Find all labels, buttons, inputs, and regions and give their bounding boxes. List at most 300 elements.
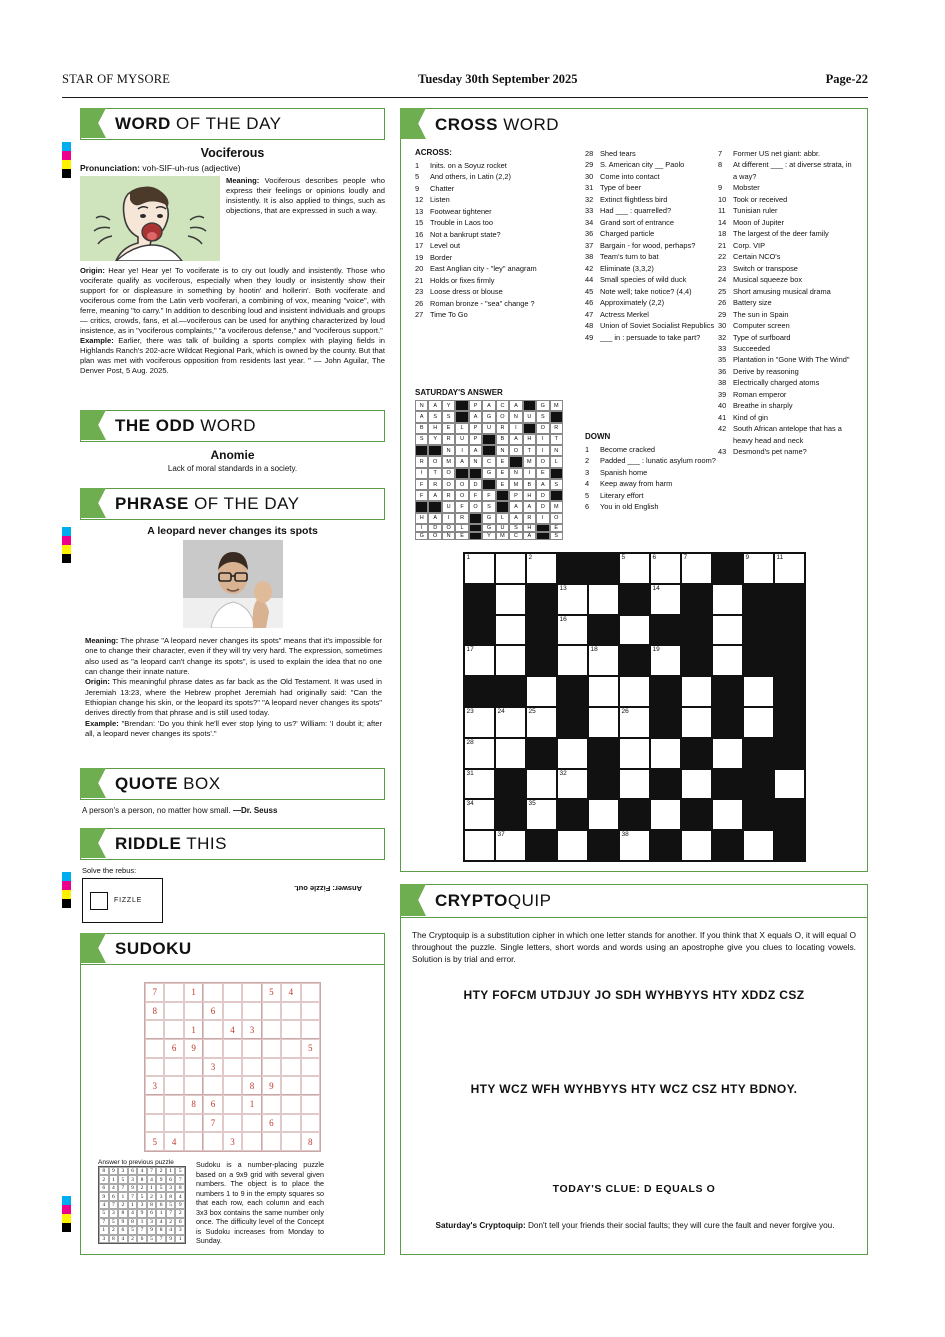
answer-cell: A [536, 479, 549, 490]
sudoku-cell[interactable] [242, 1039, 261, 1058]
sudoku-cell[interactable] [281, 1020, 300, 1039]
sudoku-answer-cell: 9 [99, 1192, 109, 1200]
clue-item [415, 217, 555, 228]
sudoku-answer-cell: 5 [109, 1218, 119, 1226]
answer-cell [509, 456, 522, 467]
sudoku-answer-cell: 6 [137, 1235, 147, 1243]
crossword-cell[interactable] [526, 707, 557, 738]
crossword-cell[interactable] [619, 707, 650, 738]
answer-cell [469, 468, 482, 479]
clue-item [585, 205, 725, 216]
crossword-cell [743, 615, 774, 646]
sudoku-cell[interactable] [281, 1002, 300, 1021]
crossword-cell[interactable] [619, 830, 650, 861]
crossword-cell[interactable] [526, 769, 557, 800]
answer-cell: D [469, 479, 482, 490]
sudoku-grid[interactable] [144, 982, 321, 1152]
arrow-icon [80, 488, 106, 518]
sudoku-cell[interactable] [301, 1076, 320, 1095]
answer-cell: M [509, 479, 522, 490]
answer-cell: I [523, 468, 536, 479]
sudoku-cell[interactable] [164, 1114, 183, 1133]
clue-number: 49 [585, 332, 594, 342]
answer-cell [455, 400, 468, 411]
wotd-title-thin: OF THE DAY [170, 114, 282, 133]
sudoku-answer-cell: 8 [166, 1192, 176, 1200]
answer-cell: A [509, 434, 522, 445]
clue-text: You in old English [600, 502, 659, 512]
quote-content [82, 806, 385, 815]
answer-cell: D [428, 524, 441, 532]
clue-text: Padded ___ : lunatic asylum room? [600, 456, 716, 466]
sudoku-cell[interactable] [301, 983, 320, 1002]
crossword-cell[interactable] [743, 553, 774, 584]
sudoku-answer-cell: 7 [137, 1226, 147, 1234]
crossword-cell[interactable] [650, 553, 681, 584]
sudoku-cell[interactable]: 3 [242, 1020, 261, 1039]
clue-item [585, 263, 725, 274]
crossword-cell [650, 707, 681, 738]
sudoku-cell[interactable] [145, 1058, 164, 1077]
sudoku-answer-cell: 7 [175, 1175, 185, 1183]
clue-text: Holds or fixes firmly [430, 275, 495, 285]
riddle-title-bold: RIDDLE [115, 834, 182, 853]
clue-item [585, 194, 725, 205]
sudoku-cell[interactable] [184, 1132, 203, 1151]
answer-cell: B [415, 423, 428, 434]
sudoku-cell[interactable]: 4 [281, 983, 300, 1002]
sudoku-cell[interactable] [242, 1114, 261, 1133]
crossword-cell [588, 830, 619, 861]
answer-cell: N [550, 445, 563, 456]
crossword-cell[interactable] [650, 584, 681, 615]
sudoku-cell[interactable] [145, 1020, 164, 1039]
clue-item [585, 240, 725, 251]
crossword-cell[interactable] [526, 799, 557, 830]
crossword-cell[interactable] [526, 553, 557, 584]
word-of-the-day-meaning [226, 176, 385, 216]
sudoku-cell[interactable] [242, 1132, 261, 1151]
sudoku-cell[interactable] [262, 1095, 281, 1114]
sudoku-cell[interactable] [281, 1039, 300, 1058]
crossword-cell[interactable] [650, 738, 681, 769]
crossword-cell [526, 645, 557, 676]
registration-bar-lower [62, 872, 71, 908]
crossword-cell[interactable] [743, 676, 774, 707]
crossword-cell[interactable] [712, 799, 743, 830]
clue-text: Team's turn to bat [600, 252, 659, 262]
odd-word-header [80, 410, 385, 442]
sudoku-cell[interactable] [184, 1076, 203, 1095]
sudoku-cell[interactable]: 9 [184, 1039, 203, 1058]
answer-cell: R [415, 456, 428, 467]
sudoku-cell[interactable]: 5 [145, 1132, 164, 1151]
clue-number: 23 [415, 287, 424, 297]
crossword-cell[interactable] [557, 615, 588, 646]
clue-text: Certain NCO's [733, 252, 781, 262]
registration-bar-bottom [62, 1196, 71, 1232]
crossword-cell[interactable] [526, 676, 557, 707]
crossword-cell[interactable] [619, 676, 650, 707]
clue-item [585, 251, 725, 262]
sudoku-answer-cell: 9 [128, 1184, 138, 1192]
crossword-cell-number: 25 [528, 707, 536, 715]
clue-number: 27 [415, 310, 424, 320]
answer-cell: A [428, 513, 441, 524]
previous-label: Saturday's Cryptoquip: [435, 1221, 526, 1230]
answer-cell: R [442, 490, 455, 501]
sudoku-answer-cell: 9 [175, 1201, 185, 1209]
previous-text: Don't tell your friends their social faults; they will cure the fault and never forgive you. [525, 1221, 835, 1230]
sudoku-cell[interactable] [301, 1114, 320, 1133]
sudoku-cell[interactable]: 8 [301, 1132, 320, 1151]
sudoku-cell[interactable]: 8 [184, 1095, 203, 1114]
clue-item [585, 297, 725, 308]
sudoku-cell[interactable] [223, 1114, 242, 1133]
answer-cell: P [469, 400, 482, 411]
crossword-cell[interactable] [495, 645, 526, 676]
clue-text: Computer screen [733, 321, 790, 331]
answer-cell [550, 411, 563, 422]
sudoku-cell[interactable]: 3 [145, 1076, 164, 1095]
clue-number: 38 [718, 378, 727, 388]
sudoku-cell[interactable] [223, 1002, 242, 1021]
sudoku-cell[interactable] [164, 1095, 183, 1114]
clue-item [718, 217, 856, 228]
crossword-cell[interactable] [712, 645, 743, 676]
answer-cell [415, 445, 428, 456]
sudoku-answer-cell: 1 [109, 1175, 119, 1183]
answer-cell: L [550, 456, 563, 467]
sudoku-cell[interactable] [164, 1020, 183, 1039]
crossword-cell[interactable] [495, 830, 526, 861]
paper-name: STAR OF MYSORE [62, 72, 171, 86]
clue-item [415, 252, 555, 263]
clue-number: 3 [585, 467, 590, 477]
sudoku-cell[interactable]: 5 [262, 983, 281, 1002]
clue-item [585, 490, 725, 501]
sudoku-answer-cell: 6 [175, 1218, 185, 1226]
sudoku-cell[interactable] [262, 1039, 281, 1058]
crossword-cell[interactable] [743, 707, 774, 738]
sudoku-cell[interactable]: 3 [223, 1132, 242, 1151]
crossword-cell[interactable] [681, 676, 712, 707]
sudoku-cell[interactable] [281, 1114, 300, 1133]
answer-cell: C [482, 456, 495, 467]
answer-cell: S [482, 501, 495, 512]
crossword-cell[interactable] [712, 615, 743, 646]
sudoku-cell[interactable] [164, 1058, 183, 1077]
registration-bar-top [62, 142, 71, 178]
sudoku-cell[interactable] [223, 1058, 242, 1077]
crossword-cell[interactable] [557, 738, 588, 769]
crossword-cell [526, 615, 557, 646]
sudoku-cell[interactable] [281, 1076, 300, 1095]
crossword-cell[interactable] [712, 738, 743, 769]
crossword-cell-number: 38 [621, 831, 629, 839]
sudoku-cell[interactable]: 6 [203, 1095, 222, 1114]
sudoku-cell[interactable] [184, 1114, 203, 1133]
sudoku-cell[interactable] [203, 983, 222, 1002]
clue-number: 42 [585, 263, 594, 273]
answer-cell: E [496, 479, 509, 490]
sudoku-cell[interactable]: 6 [164, 1039, 183, 1058]
crossword-cell [712, 676, 743, 707]
sudoku-cell[interactable]: 4 [223, 1020, 242, 1039]
clue-number: 45 [585, 286, 594, 296]
sudoku-cell[interactable]: 8 [242, 1076, 261, 1095]
clue-text: Type of surfboard [733, 332, 791, 342]
crossword-cell[interactable] [712, 584, 743, 615]
crossword-cell[interactable] [464, 738, 495, 769]
sudoku-cell[interactable] [203, 1076, 222, 1095]
answer-cell: M [550, 501, 563, 512]
sudoku-cell[interactable] [184, 1002, 203, 1021]
answer-cell: A [455, 456, 468, 467]
sudoku-cell[interactable]: 1 [242, 1095, 261, 1114]
crossword-cell[interactable] [774, 769, 805, 800]
clue-text: Union of Soviet Socialist Republics [600, 321, 715, 331]
crossword-cell[interactable] [495, 738, 526, 769]
clue-item [718, 320, 856, 331]
sudoku-cell[interactable] [242, 983, 261, 1002]
sudoku-cell[interactable]: 5 [301, 1039, 320, 1058]
crossword-cell[interactable] [588, 645, 619, 676]
sudoku-cell[interactable]: 1 [184, 1020, 203, 1039]
answer-cell: O [496, 411, 509, 422]
sudoku-previous-label: Answer to previous puzzle [98, 1159, 174, 1166]
sudoku-header [80, 933, 385, 965]
crossword-cell[interactable] [495, 707, 526, 738]
sudoku-cell[interactable] [301, 1002, 320, 1021]
clue-item [415, 275, 555, 286]
answer-cell: A [415, 411, 428, 422]
crossword-cell[interactable] [464, 707, 495, 738]
issue-date: Tuesday 30th September 2025 [418, 72, 578, 86]
sudoku-cell[interactable]: 8 [145, 1002, 164, 1021]
answer-cell: H [415, 513, 428, 524]
clue-item [585, 478, 725, 489]
answer-cell: O [536, 423, 549, 434]
sudoku-cell[interactable]: 7 [203, 1114, 222, 1133]
sudoku-cell[interactable]: 6 [262, 1114, 281, 1133]
sudoku-cell[interactable]: 3 [203, 1058, 222, 1077]
crossword-cell[interactable] [557, 830, 588, 861]
crossword-cell[interactable] [588, 584, 619, 615]
sudoku-previous-answer-grid [98, 1166, 186, 1244]
sudoku-cell[interactable] [262, 1132, 281, 1151]
clue-text: Succeeded [733, 343, 770, 353]
sudoku-cell[interactable] [242, 1058, 261, 1077]
clue-number: 21 [718, 240, 727, 250]
example-label: Example: [80, 336, 114, 346]
answer-cell: B [523, 479, 536, 490]
sudoku-answer-cell: 3 [166, 1184, 176, 1192]
sudoku-cell[interactable] [301, 1020, 320, 1039]
crossword-grid[interactable] [463, 552, 806, 862]
sudoku-cell[interactable] [145, 1114, 164, 1133]
clue-item [718, 194, 856, 205]
arrow-icon [400, 108, 426, 139]
answer-cell [482, 479, 495, 490]
crossword-cell-number: 9 [745, 554, 750, 561]
clue-number: 32 [718, 332, 727, 342]
clue-item [585, 274, 725, 285]
clue-item [718, 332, 856, 343]
sudoku-cell[interactable] [281, 1132, 300, 1151]
sudoku-cell[interactable] [223, 1076, 242, 1095]
sudoku-cell[interactable] [281, 1058, 300, 1077]
clue-item [718, 159, 856, 182]
clue-item [718, 446, 856, 457]
crossword-cell[interactable] [619, 553, 650, 584]
sudoku-cell[interactable] [281, 1095, 300, 1114]
sudoku-cell[interactable]: 1 [184, 983, 203, 1002]
crossword-cell[interactable] [681, 707, 712, 738]
crossword-cell [743, 738, 774, 769]
crossword-cell[interactable] [681, 830, 712, 861]
sudoku-cell[interactable] [203, 1039, 222, 1058]
sudoku-cell[interactable] [203, 1132, 222, 1151]
crossword-cell[interactable] [774, 553, 805, 584]
answer-cell: G [482, 468, 495, 479]
clue-item [718, 354, 856, 365]
crossword-cell[interactable] [743, 830, 774, 861]
crossword-cell[interactable] [464, 769, 495, 800]
crossword-cell[interactable] [495, 615, 526, 646]
clue-item [415, 298, 555, 309]
sudoku-cell[interactable] [203, 1020, 222, 1039]
answer-cell: I [536, 445, 549, 456]
crossword-cell-number: 18 [590, 646, 598, 654]
crossword-cell[interactable] [464, 645, 495, 676]
answer-cell: O [442, 468, 455, 479]
sudoku-cell[interactable] [223, 1095, 242, 1114]
crossword-cell[interactable] [681, 769, 712, 800]
crossword-cell[interactable] [588, 707, 619, 738]
crossword-cell[interactable] [557, 645, 588, 676]
sudoku-answer-cell: 5 [175, 1167, 185, 1175]
sudoku-cell[interactable] [223, 983, 242, 1002]
answer-cell: A [428, 490, 441, 501]
clue-text: Level out [430, 241, 460, 251]
sudoku-cell[interactable]: 7 [145, 983, 164, 1002]
crossword-cell[interactable] [557, 769, 588, 800]
arrow-icon [400, 884, 426, 916]
crossword-cell[interactable] [464, 799, 495, 830]
clue-text: South African antelope that has a heavy head and neck [733, 424, 842, 445]
sudoku-answer-cell: 2 [109, 1226, 119, 1234]
clue-number: 37 [585, 240, 594, 250]
sudoku-answer-cell: 7 [118, 1184, 128, 1192]
answer-cell [536, 524, 549, 532]
sudoku-cell[interactable]: 4 [164, 1132, 183, 1151]
clue-number: 22 [718, 252, 727, 262]
clue-text: Extinct flightless bird [600, 194, 668, 204]
sudoku-answer-cell: 3 [147, 1218, 157, 1226]
phrase-title-bold: PHRASE [115, 494, 189, 513]
answer-cell: S [550, 532, 563, 540]
sudoku-cell[interactable] [242, 1002, 261, 1021]
cw-title-thin: WORD [497, 114, 560, 134]
sudoku-cell[interactable] [301, 1095, 320, 1114]
answer-cell: L [455, 524, 468, 532]
clue-number: 48 [585, 321, 594, 331]
crossword-cell[interactable] [619, 769, 650, 800]
across-label: ACROSS: [415, 148, 452, 157]
crossword-cell [650, 769, 681, 800]
crossword-cell-number: 32 [559, 769, 567, 777]
answer-cell: U [455, 434, 468, 445]
sudoku-cell[interactable] [145, 1095, 164, 1114]
crossword-cell[interactable] [619, 738, 650, 769]
crossword-cell[interactable] [650, 799, 681, 830]
sudoku-cell[interactable] [223, 1039, 242, 1058]
clue-text: Shed tears [600, 149, 636, 158]
crossword-cell [619, 799, 650, 830]
clue-item [415, 286, 555, 297]
clue-item [585, 320, 725, 331]
clue-number: 17 [415, 241, 424, 251]
saturdays-answer-grid [415, 400, 563, 540]
sudoku-cell[interactable] [184, 1058, 203, 1077]
answer-cell: O [428, 532, 441, 540]
sudoku-cell[interactable]: 6 [203, 1002, 222, 1021]
answer-cell: E [496, 456, 509, 467]
answer-cell: H [523, 490, 536, 501]
crossword-cell[interactable] [495, 584, 526, 615]
crossword-cell [588, 738, 619, 769]
crossword-cell[interactable] [464, 553, 495, 584]
answer-cell: E [550, 524, 563, 532]
sudoku-answer-cell: 3 [128, 1175, 138, 1183]
sudoku-cell[interactable]: 9 [262, 1076, 281, 1095]
crossword-cell[interactable] [588, 799, 619, 830]
answer-cell [428, 445, 441, 456]
sudoku-answer-cell: 4 [99, 1201, 109, 1209]
clue-text: Desmond's pet name? [733, 447, 807, 457]
crossword-cell [743, 769, 774, 800]
sudoku-cell[interactable] [262, 1058, 281, 1077]
sudoku-answer-cell: 9 [147, 1226, 157, 1234]
crossword-cell[interactable] [588, 676, 619, 707]
sudoku-cell[interactable] [164, 983, 183, 1002]
sudoku-cell[interactable] [262, 1020, 281, 1039]
crossword-header [400, 108, 868, 140]
sudoku-cell[interactable] [262, 1002, 281, 1021]
answer-cell: G [415, 532, 428, 540]
sudoku-answer-cell: 4 [175, 1192, 185, 1200]
sudoku-cell[interactable] [145, 1039, 164, 1058]
sudoku-cell[interactable] [301, 1058, 320, 1077]
crossword-cell[interactable] [681, 553, 712, 584]
crossword-cell[interactable] [464, 830, 495, 861]
clue-text: The sun in Spain [733, 309, 789, 319]
clue-number: 41 [718, 412, 727, 422]
clue-item [585, 148, 725, 159]
crossword-cell[interactable] [557, 584, 588, 615]
down-clues-column [585, 444, 725, 513]
crossword-cell-number: 2 [528, 554, 533, 561]
answer-cell: U [482, 423, 495, 434]
sudoku-cell[interactable] [164, 1002, 183, 1021]
clue-text: Roman emperor [733, 389, 787, 399]
crossword-cell[interactable] [495, 553, 526, 584]
crossword-cell[interactable] [619, 615, 650, 646]
sudoku-cell[interactable] [164, 1076, 183, 1095]
crossword-cell[interactable] [650, 645, 681, 676]
phrase-example-text: "Brendan: 'Do you think he'll ever stop lying to us?' William: 'I doubt it; after all, a leopard never changes its spots'." [85, 718, 382, 738]
